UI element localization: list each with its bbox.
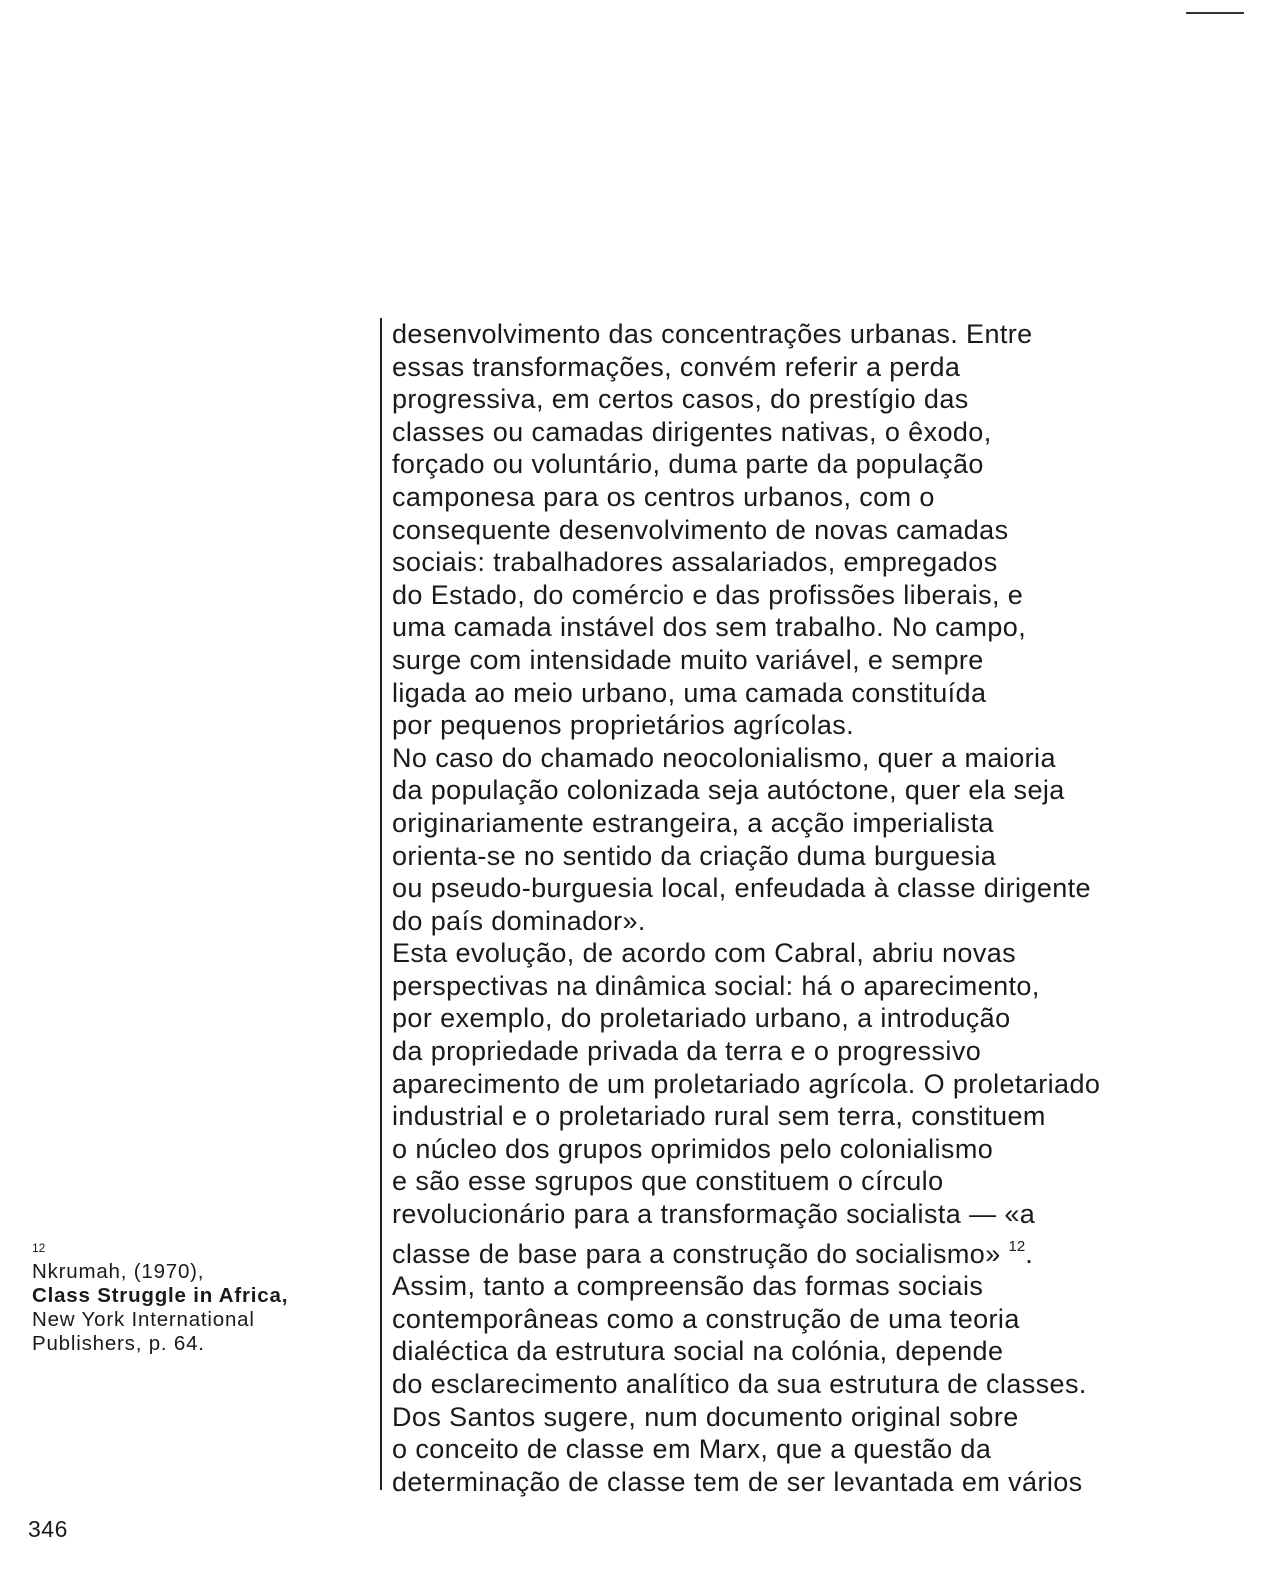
- text-line: industrial e o proletariado rural sem terra, constituem: [392, 1101, 1046, 1132]
- footnote-author-year: Nkrumah, (1970),: [32, 1260, 205, 1283]
- text-line: originariamente estrangeira, a acção imperialista: [392, 807, 994, 838]
- text-line-with-footnote-ref: [392, 1231, 1222, 1271]
- text-line: Esta evolução, de acordo com Cabral, abriu novas: [392, 938, 1017, 969]
- text-line: o conceito de classe em Marx, que a questão da: [392, 1434, 992, 1465]
- text-line: forçado ou voluntário, duma parte da população: [392, 449, 984, 480]
- text-line: No caso do chamado neocolonialismo, quer a maioria: [392, 742, 1056, 773]
- text-line: revolucionário para a transformação socialista — «a: [392, 1199, 1036, 1230]
- main-text-column: [392, 318, 1222, 1498]
- text-line: determinação de classe tem de ser levantada em vários: [392, 1466, 1083, 1497]
- text-line: essas transformações, convém referir a perda: [392, 351, 961, 382]
- footnote-author-line: [32, 1236, 372, 1284]
- line-end-punctuation: .: [1025, 1238, 1034, 1269]
- text-line: uma camada instável dos sem trabalho. No campo,: [392, 612, 1027, 643]
- text-line: do país dominador».: [392, 905, 646, 936]
- footnote-marker: 12: [32, 1241, 46, 1255]
- text-line: do Estado, do comércio e das profissões liberais, e: [392, 579, 1024, 610]
- text-line: classes ou camadas dirigentes nativas, o êxodo,: [392, 416, 992, 447]
- text-line: ou pseudo-burguesia local, enfeudada à classe dirigente: [392, 873, 1091, 904]
- text-line: desenvolvimento das concentrações urbanas. Entre: [392, 319, 1033, 349]
- text-line: por pequenos proprietários agrícolas.: [392, 710, 855, 741]
- text-line: e são esse sgrupos que constituem o círculo: [392, 1166, 944, 1197]
- footnote-12: [32, 1236, 372, 1356]
- top-rule: [1186, 12, 1244, 14]
- text-line: orienta-se no sentido da criação duma burguesia: [392, 840, 997, 871]
- footnote-publisher-line-1: New York International: [32, 1308, 255, 1331]
- text-line: do esclarecimento analítico da sua estrutura de classes.: [392, 1369, 1087, 1399]
- text-line: perspectivas na dinâmica social: há o aparecimento,: [392, 970, 1040, 1001]
- text-line: da propriedade privada da terra e o progressivo: [392, 1036, 982, 1067]
- text-line: ligada ao meio urbano, uma camada constituída: [392, 677, 987, 708]
- text-line: progressiva, em certos casos, do prestígio das: [392, 384, 969, 415]
- footnote-reference[interactable]: 12: [1008, 1237, 1026, 1255]
- footnote-publisher-line-2: Publishers, p. 64.: [32, 1332, 205, 1355]
- text-line: camponesa para os centros urbanos, com o: [392, 481, 935, 512]
- column-divider: [380, 318, 382, 1490]
- text-line-content: classe de base para a construção do socialismo»: [392, 1238, 1001, 1269]
- text-line: sociais: trabalhadores assalariados, empregados: [392, 547, 998, 578]
- text-line: da população colonizada seja autóctone, quer ela seja: [392, 775, 1065, 806]
- text-line: surge com intensidade muito variável, e sempre: [392, 644, 984, 675]
- text-line: dialéctica da estrutura social na colónia, depende: [392, 1336, 1004, 1367]
- text-line: Assim, tanto a compreensão das formas sociais: [392, 1271, 984, 1302]
- text-line: Dos Santos sugere, num documento original sobre: [392, 1401, 1019, 1432]
- text-line: o núcleo dos grupos oprimidos pelo colonialismo: [392, 1133, 994, 1164]
- text-line: consequente desenvolvimento de novas camadas: [392, 514, 1009, 545]
- text-line: por exemplo, do proletariado urbano, a introdução: [392, 1003, 1011, 1034]
- text-line: aparecimento de um proletariado agrícola. O proletariado: [392, 1068, 1101, 1099]
- text-line: contemporâneas como a construção de uma teoria: [392, 1303, 1020, 1334]
- footnote-title: Class Struggle in Africa,: [32, 1284, 289, 1307]
- page-number: 346: [28, 1516, 68, 1542]
